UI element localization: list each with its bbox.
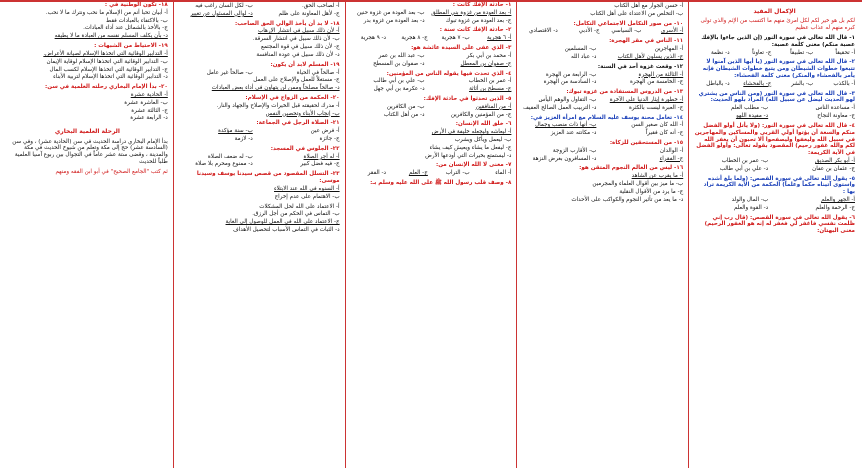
question-text: ٨- وصف قلب رسول الله ﷺ على الله عليه وسلم بـ:	[370, 180, 512, 187]
question-18	[7, 2, 168, 40]
option[interactable]: ب- عمر بن الخطاب	[721, 157, 769, 164]
question-text: ١- حادثة الإفك كانت :	[452, 2, 512, 8]
option[interactable]: أ- الأسري	[660, 28, 684, 35]
option[interactable]: د- مكانته عند العزيز	[550, 130, 597, 137]
option[interactable]: أ- الاعتماد على الله لحل المشكلات	[259, 203, 340, 210]
option[interactable]: ج- أنه كان فقيراً	[645, 130, 684, 137]
option[interactable]: أ- محمد بن أبي بكر	[466, 52, 512, 59]
option[interactable]: ج- العلم	[408, 170, 428, 177]
question-text: ١٢- وقعت غزوة أحد في السنة:	[597, 63, 684, 70]
question-24	[179, 204, 340, 234]
option[interactable]: ج- الخامسة من الهجرة	[629, 79, 684, 86]
option[interactable]: أ- مساعدة الناس	[815, 105, 855, 112]
question-21	[179, 120, 340, 142]
question-18	[179, 21, 340, 59]
question-4	[351, 71, 512, 93]
option[interactable]: د- ما يعد من تأثير النجوم والكواكب على الأحداث	[571, 196, 684, 203]
question-text: ١٨- لا بد أن يأخذ الوالي الحق الصاحب:	[235, 20, 340, 27]
question-5	[694, 176, 855, 212]
option[interactable]: د- عكرمة بن أبي جهل	[373, 86, 425, 93]
question-1	[694, 35, 855, 56]
question-text: ٢٣- التسلل المقصود من قصص سيدنا يوسف وسيدنا موسى:	[196, 171, 340, 185]
option[interactable]: ج- بالفحشاء	[743, 80, 772, 87]
question-20	[179, 95, 340, 117]
option[interactable]: ب- الرابعة من الهجرة	[545, 71, 597, 78]
question-6	[351, 121, 512, 159]
option[interactable]: ج- العبرة ليست بالكثرة	[628, 104, 684, 111]
option[interactable]: ب- صالحاً غير عامل	[206, 69, 253, 76]
question-text: ٢- قال الله تعالى في سورة النور (يا أيها الذين آمنوا لا تتبعوا خطوات الشيطان ومن يتبع خطوات الشيطان فإنه يأمر بالفحشاء والمنكر) معنى كلمة الفحشاء:	[702, 59, 855, 79]
option[interactable]: ب- أنها ذات منصب وجمال	[535, 122, 597, 129]
option[interactable]: ج- الأدبي	[578, 28, 600, 35]
option[interactable]: د- صالحاً مصلحاً وممن لن يتهاون في أداء بعض العبادات	[211, 85, 340, 92]
option[interactable]: ب- التخلص من الاعتداء على أهل الكتاب	[590, 10, 684, 17]
option[interactable]: ب- بالاكتفاء بالعبادات فقط	[106, 17, 168, 24]
option[interactable]: د- بعد العودة من غزوة بدر	[363, 17, 425, 24]
option[interactable]: ج- الفقراء	[659, 155, 684, 162]
question-text: ١١- الناس في مقر الهجرة:	[609, 38, 684, 45]
option[interactable]: ب- علي بن أبي طالب	[373, 78, 425, 85]
question-2	[694, 59, 855, 87]
option[interactable]: ب- المسلمين	[564, 46, 597, 53]
option[interactable]: ج- الذين يسلون لأهل الكتاب	[617, 53, 684, 60]
option[interactable]: د- التدابير الوقائية التي اتخذها الإسلام لتربية الأبناء	[53, 74, 168, 81]
option[interactable]: ب- لكل السان راغب فيه	[195, 3, 253, 9]
option[interactable]: ج- مستغلاً للعمل والإصلاح على العمل	[253, 77, 340, 84]
option[interactable]: أ- حسن الجوار مع أهل الكتاب	[614, 3, 684, 9]
question-text: ١٩- الاحتياط من الشبهات :	[94, 43, 168, 50]
option[interactable]: أ- ما يقرب عن الشاهد	[631, 173, 684, 180]
question-19	[7, 43, 168, 81]
option[interactable]: ج- التدابير الوقائية التي اتخذها الإسلام لكسب المال	[49, 66, 168, 73]
option[interactable]: ب- من الكافرين	[386, 103, 425, 110]
option[interactable]: ب- ما ميز بين أقوال العلماء والمجرمين	[592, 181, 684, 188]
question-3	[351, 45, 512, 67]
question-text: ٢٠- الحكمة من الزواج في الإسلام:	[245, 94, 340, 101]
column-2	[516, 2, 688, 468]
option[interactable]: أ- الله كان صغير السن	[631, 122, 684, 129]
option[interactable]: ب- سنة مؤكدة	[218, 128, 253, 135]
option[interactable]: د- الرابعة عشرة	[130, 115, 168, 122]
question-text: ١٦- ليس من العالم النجوم المتقن هو:	[579, 165, 684, 172]
question-15	[522, 140, 683, 162]
option[interactable]: د- ممنوع ومحرم بلا صلاة	[195, 161, 253, 168]
option[interactable]: ب- ٧ هجرية	[441, 35, 470, 42]
option[interactable]: ج- لأن ذلك سبيل في قوة المجتمع	[260, 44, 340, 51]
option[interactable]: أ- ليعاشه وليجعله خليفة في الأرض	[431, 129, 512, 136]
option[interactable]: د- ليستمتع بخيرات التي أودعها الأرض	[425, 152, 512, 159]
option[interactable]: ج- بعد العودة من غزوة تبوك	[445, 17, 512, 24]
option[interactable]: د- بالباطل	[706, 80, 730, 87]
option[interactable]: أ- الوالدان	[659, 147, 684, 154]
option[interactable]: أ- تحقيقاً	[835, 49, 855, 56]
option[interactable]: ج- صفوان بن المعطل	[460, 60, 512, 67]
question-20	[7, 84, 168, 122]
option[interactable]: ج- من المؤمنين والكافرين	[450, 111, 512, 118]
question-text: ٣- قال الله تعالى في سورة النور (ومن الناس من يشتري لهو الحديث ليضل عن سبيل الله) المراد بلهو الحديث:	[698, 90, 855, 104]
option[interactable]: د- الفقر	[367, 170, 387, 177]
intro-verse: لكم بل هو خير لكم لكل امرئ منهم ما اكتسب من الإثم والذي تولى كبره منهم له عذاب عظيم	[700, 18, 855, 32]
option[interactable]: أ- صالحاً في الحياة	[296, 69, 340, 76]
question-text: ٤- الذي تحدث فيها يقوله الناس من المؤمنين:	[386, 70, 512, 77]
question-4	[694, 123, 855, 173]
question-text: ١- قال الله تعالى في سورة النور (إن الذين جاءوا بالإفك عصبة منكم) معنى كلمة عصبة:	[701, 34, 855, 48]
option[interactable]: أ- فرض عين	[310, 128, 340, 135]
option[interactable]: ج- لأهل المعاونة على ظلم	[278, 10, 340, 17]
option[interactable]: ب- الأقارب الزوجة	[552, 147, 597, 154]
option[interactable]: ب- التراب	[445, 170, 470, 177]
option[interactable]: أ- أبيان تحبا أنم من الإسلام ما نحب ونترك ما لا نحب.	[45, 9, 168, 16]
question-8	[351, 180, 512, 187]
option[interactable]: د- الثبات في التماس الأسباب لتحصيل الأهداف	[232, 226, 340, 233]
option[interactable]: د- علي بن أبي طالب	[719, 165, 769, 172]
option[interactable]: ب- التماس في الحكم من أجل الرزق.	[252, 211, 340, 218]
question-1	[351, 2, 512, 24]
option[interactable]: ج- معاونة النجاح	[817, 113, 855, 120]
option[interactable]: أ- التدابير الوقائية التي اتخذها الإسلام لصيانة الأعراض.	[43, 50, 168, 57]
option[interactable]: ب- بالشر	[791, 80, 814, 87]
option[interactable]: ب- بعد العودة من غزوة حنين	[356, 9, 425, 16]
question-17	[179, 2, 340, 18]
option[interactable]: ج- بالأخذ بالشمائل عند أداء العبادات.	[83, 25, 168, 32]
option[interactable]: د- الاقتصادي	[528, 28, 558, 35]
question-text: ٢٠- بدأ الإمام البخاري رحلته العلمية في سن:	[45, 84, 168, 91]
question-text: ١٣- من الدروس المستفادة من غزوة تبوك:	[566, 89, 684, 96]
option[interactable]: د- عباد الله	[570, 53, 597, 60]
section-title: الإكمال المفيد	[753, 8, 796, 15]
question-text: ٢٢- الجلوس في المسجد:	[270, 145, 340, 152]
question-text: ١٥- من المستحقين للزكاة:	[609, 140, 684, 146]
option[interactable]: أ- بعد العودة من غزوة بني المطلق	[431, 9, 512, 16]
question-9	[522, 3, 683, 18]
question-22	[179, 146, 340, 168]
option[interactable]: د- السادسة من الهجرة	[543, 79, 597, 86]
option[interactable]: أ- المهاجرين	[654, 46, 684, 53]
question-text: ٢١- الصلاة الرجل في الجماعة:	[256, 120, 340, 127]
option[interactable]: ج- تعاوناً	[752, 49, 772, 56]
question-10	[522, 21, 683, 36]
option[interactable]: ج- الاعتماد على الله في العمل للوصول إلى الغاية	[225, 219, 340, 226]
question-text: ١٩- المسلم لابد أن يكون:	[270, 61, 340, 68]
question-13	[522, 89, 683, 111]
question-11	[522, 38, 683, 60]
option[interactable]: أ- الثالثة من الهجرة	[638, 71, 684, 78]
question-16	[522, 165, 683, 203]
option[interactable]: ب- إنجاب الأبناء وتحصين النفس	[265, 110, 340, 117]
option[interactable]: أ- الماء	[495, 170, 512, 177]
option[interactable]: ب- مطلب العلم	[730, 105, 769, 112]
option[interactable]: ب- لأن ذلك سبيل في انتشار السرقة.	[252, 36, 340, 43]
info-paragraph: بدأ الإمام البخاري دراسة الحديث في سن (الحادية عشر) ، وفي سن (السادسة عشر) حج إلى مكة وتعلم من شيوخ الحديث في مكة والمدينة ، وقضى ستة عشر عاماً في التجوال بين ربوع آسيا العلمية طلباً للحديث	[12, 138, 168, 165]
option[interactable]: ج- جائزة	[319, 136, 340, 142]
question-3	[694, 91, 855, 120]
option[interactable]: د- ٩ هجرية	[360, 35, 387, 42]
option[interactable]: ب- عبد الله بن عمر	[378, 52, 425, 59]
question-12	[522, 64, 683, 86]
question-text: ٥- الذين تحدثوا في حادثة الإفك:	[423, 95, 512, 102]
option[interactable]: أ- مدرك لحقيقته قبل الخيرات والإصلاح والجهاد والنار.	[216, 102, 340, 109]
option[interactable]: د- بأن يكلف المسلم نفسه من العبادة ما لا يطيقه	[54, 33, 168, 40]
option[interactable]: ب- المال والولد	[731, 197, 769, 203]
option[interactable]: د- المسافرون بغرض النزهة	[532, 155, 597, 162]
question-14	[522, 115, 683, 137]
option[interactable]: د- لازمة	[234, 136, 253, 142]
option[interactable]: ج- الرحمة والعلم	[815, 204, 855, 211]
option[interactable]: أ- ٦ هجرية	[487, 35, 512, 42]
question-text: ٦- خلق الله الإنسان:	[455, 121, 512, 128]
question-text: ١٤- تعامل محنة يوسف عليه السلام مع امرأة العزيز في:	[530, 114, 684, 121]
option[interactable]: ج- مسطح بن أثاثة	[469, 86, 512, 93]
option[interactable]: ج- ليفعل ما يشاء ويعيش كيف يشاء	[429, 144, 512, 151]
option[interactable]: أ- الجهر والعلم	[821, 197, 855, 203]
option[interactable]: أ- لأن ذلك سبيل في انتشار الإرهاب	[257, 28, 340, 35]
option[interactable]: د- لأن ذلك سبيل في عودة المنافسة	[256, 51, 340, 58]
option[interactable]: د- نظمة	[710, 49, 730, 56]
option[interactable]: ج- ٨ هجرية	[401, 35, 428, 42]
footer-note: ثم كتب "الجامع الصحيح" في أبو ابن الفقه ومنهم	[55, 168, 168, 175]
question-5	[351, 96, 512, 118]
question-text: ١٠- من صور التكامل الاجتماعي التكامل:	[573, 20, 684, 27]
question-2	[351, 27, 512, 42]
option[interactable]: د- القوة والعلم	[733, 204, 769, 211]
question-text: ٤- قال الله تعالى في سورة النور: (ولا يأتل أولو الفضل منكم والسعة أن يؤتوا أولي القربى والمساكين والمهاجرين في سبيل الله وليعفوا وليصفحوا ألا تحبون أن يغفر الله لكم والله غفور رحيم) المقصود بقوله تعالى: وأولو الفضل في الآية الكريمة:	[694, 122, 855, 157]
option[interactable]: ب- السياسي	[611, 28, 642, 35]
option[interactable]: أ- لصاحب الحق.	[301, 3, 340, 9]
section-title: الرحلة العلمية البخاري	[54, 128, 120, 136]
question-6	[694, 215, 855, 235]
option[interactable]: ب- العاشرة عشرة	[124, 99, 168, 106]
column-5	[2, 2, 173, 468]
option[interactable]: ج- ما يرد من الأقوال النقلية	[619, 188, 684, 195]
option[interactable]: أ- السنوه في الله عند الابتلاء	[274, 185, 340, 192]
option[interactable]: ب- التدابير الوقائية التي اتخذها الإسلام لوقاية الإيمان	[46, 58, 168, 65]
column-3	[345, 2, 517, 468]
option[interactable]: ب- له ضعف الصلاة	[207, 153, 253, 160]
option[interactable]: أ- عمر بن الخطاب	[468, 78, 512, 85]
question-text: ٧- معنى لا الله الإنسان من:	[436, 162, 512, 169]
option[interactable]: ج- فيه فضل كبير	[300, 161, 340, 168]
option[interactable]: أ- خطورة إيثار الدنيا على الآخرة	[609, 96, 684, 103]
option[interactable]: ب- ليعمل ويأكل ويشرب	[454, 137, 512, 143]
option[interactable]: د- لوالي المسئول عن تغيير	[190, 10, 253, 17]
option[interactable]: ج- عثمان بن عفان	[812, 165, 855, 172]
option[interactable]: أ- أبو بكر الصديق	[815, 157, 855, 164]
option[interactable]: أ- له أجر الصلاة	[303, 153, 340, 160]
option[interactable]: د- صفوان بن المسطح	[373, 60, 425, 67]
option[interactable]: د- مفيدة اللهو	[736, 113, 769, 120]
option[interactable]: ب- تطبيقاً	[790, 49, 814, 56]
option[interactable]: أ- من المنافقين	[475, 103, 512, 110]
question-text: ٢- حادثة الإفك كانت سنة :	[439, 27, 512, 34]
question-7	[351, 162, 512, 177]
column-4	[173, 2, 345, 468]
column-1	[688, 2, 860, 468]
option[interactable]: ب- التقاول والوهم اليأس	[538, 96, 597, 103]
question-text: ٣- الذي عفى على السيدة عائشة هو:	[411, 45, 512, 52]
question-23	[179, 171, 340, 200]
option[interactable]: أ- بالكذب	[833, 80, 855, 87]
option[interactable]: ج- الثالثة عشرة	[131, 107, 168, 114]
question-19	[179, 62, 340, 92]
question-text: ٦- يقول الله تعالى في سورة القصص: (قال رب إني ظلمت نفسي فاغفر لي فغفر له إنه هو الغفور الرحيم) معنى البهتان:	[704, 214, 855, 235]
option[interactable]: د- التربيب العمل الصالح العفيف	[523, 104, 597, 111]
question-text: ٥- يقول الله تعالى في سورة القصص: (ولما بلغ أشده واستوى آتيناه حكماً وعلماً) الحكمة من الآية الكريمة تراد بها :	[703, 175, 855, 196]
option[interactable]: أ- الحادية عشرة	[130, 91, 168, 98]
option[interactable]: ب- الاهتمام على عدم إخراج	[274, 193, 340, 200]
question-text: ١٨- تكون الوطنية في :	[104, 2, 168, 8]
option[interactable]: د- من أهل الكتاب	[383, 111, 425, 118]
